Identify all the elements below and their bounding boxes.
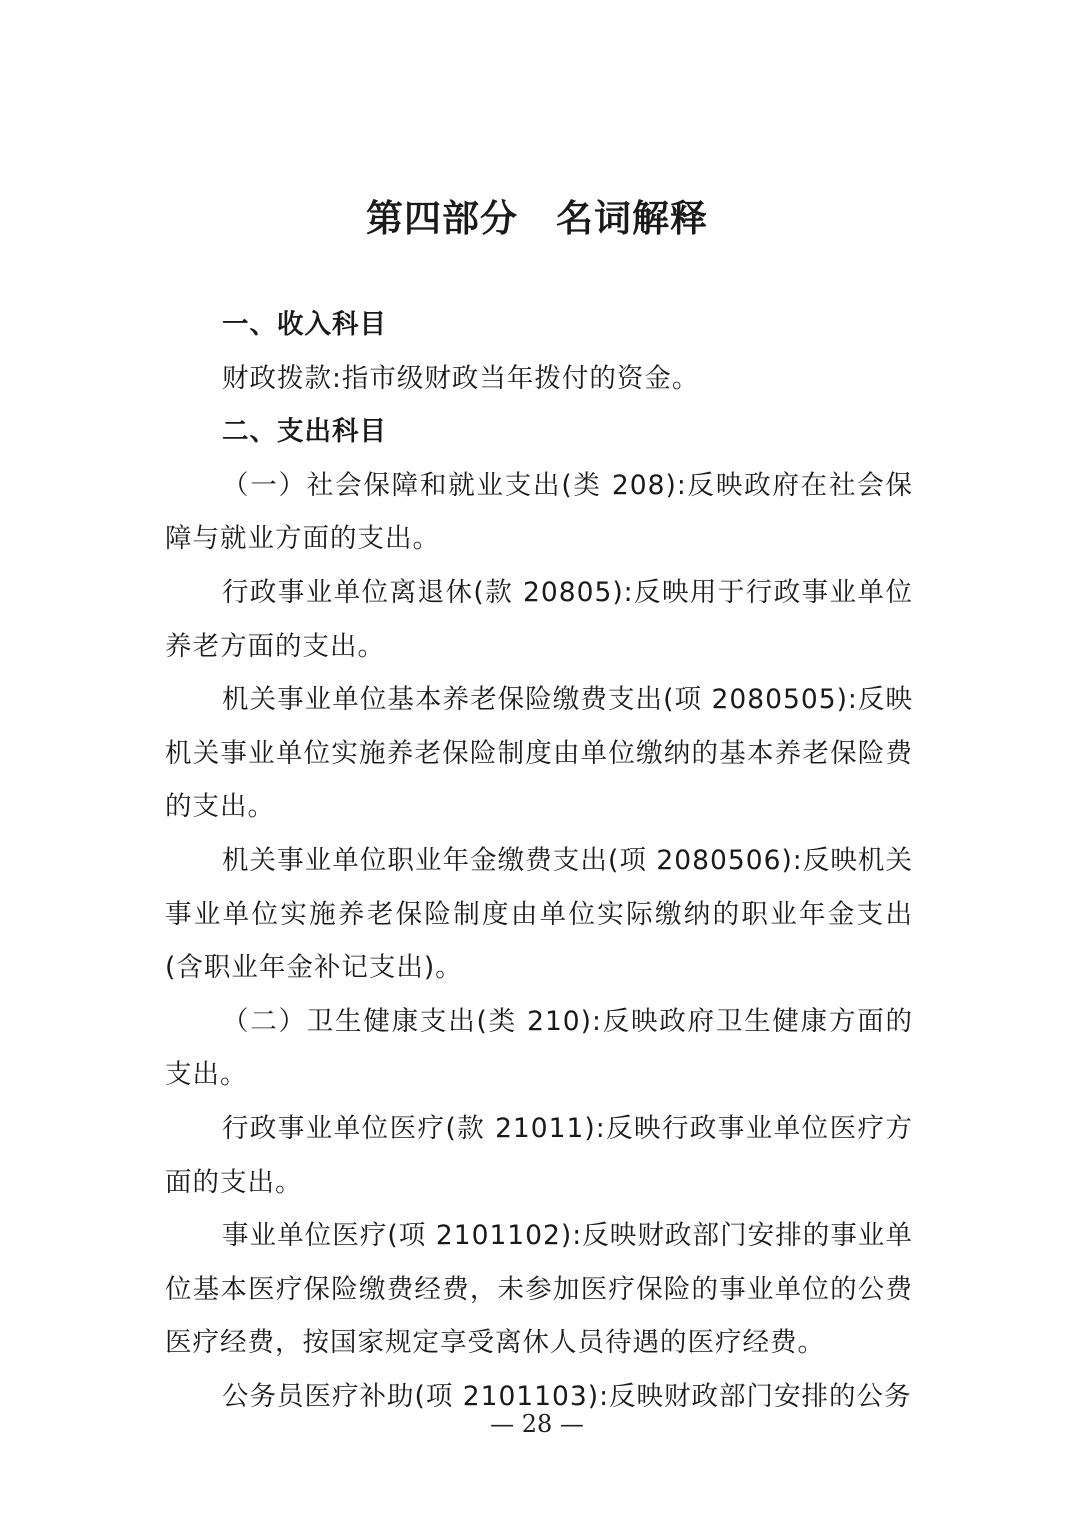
paragraph-fiscal-appropriation: 财政拨款:指市级财政当年拨付的资金。 bbox=[221, 362, 700, 394]
paragraph-health: （二）卫生健康支出(类 210):反映政府卫生健康方面的支出。 bbox=[165, 1005, 913, 1091]
paragraph-basic-pension: 机关事业单位基本养老保险缴费支出(项 2080505):反映机关事业单位实施养老保险制度由单位缴纳的基本养老保险费的支出。 bbox=[165, 684, 913, 823]
page-number: — 28 — bbox=[490, 1410, 584, 1438]
section-heading-income: 一、收入科目 bbox=[221, 309, 387, 340]
paragraph-civil-servant-medical: 公务员医疗补助(项 2101103):反映财政部门安排的公务 bbox=[221, 1380, 912, 1412]
paragraph-occupational-annuity: 机关事业单位职业年金缴费支出(项 2080506):反映机关事业单位实施养老保险制度由单位实际缴纳的职业年金支出(含职业年金补记支出)。 bbox=[165, 844, 913, 984]
paragraph-institution-medical: 事业单位医疗(项 2101102):反映财政部门安排的事业单位基本医疗保险缴费经费，未参加医疗保险的事业单位的公费医疗经费，按国家规定享受离休人员待遇的医疗经费。 bbox=[165, 1220, 913, 1359]
document-body bbox=[165, 298, 913, 1423]
paragraph-retirement: 行政事业单位离退休(款 20805):反映用于行政事业单位养老方面的支出。 bbox=[165, 576, 913, 662]
paragraph-admin-medical: 行政事业单位医疗(款 21011):反映行政事业单位医疗方面的支出。 bbox=[165, 1112, 913, 1198]
page-title: 第四部分 名词解释 bbox=[366, 197, 708, 240]
paragraph-social-security: （一）社会保障和就业支出(类 208):反映政府在社会保障与就业方面的支出。 bbox=[165, 469, 913, 555]
section-heading-expenditure: 二、支出科目 bbox=[221, 416, 387, 448]
